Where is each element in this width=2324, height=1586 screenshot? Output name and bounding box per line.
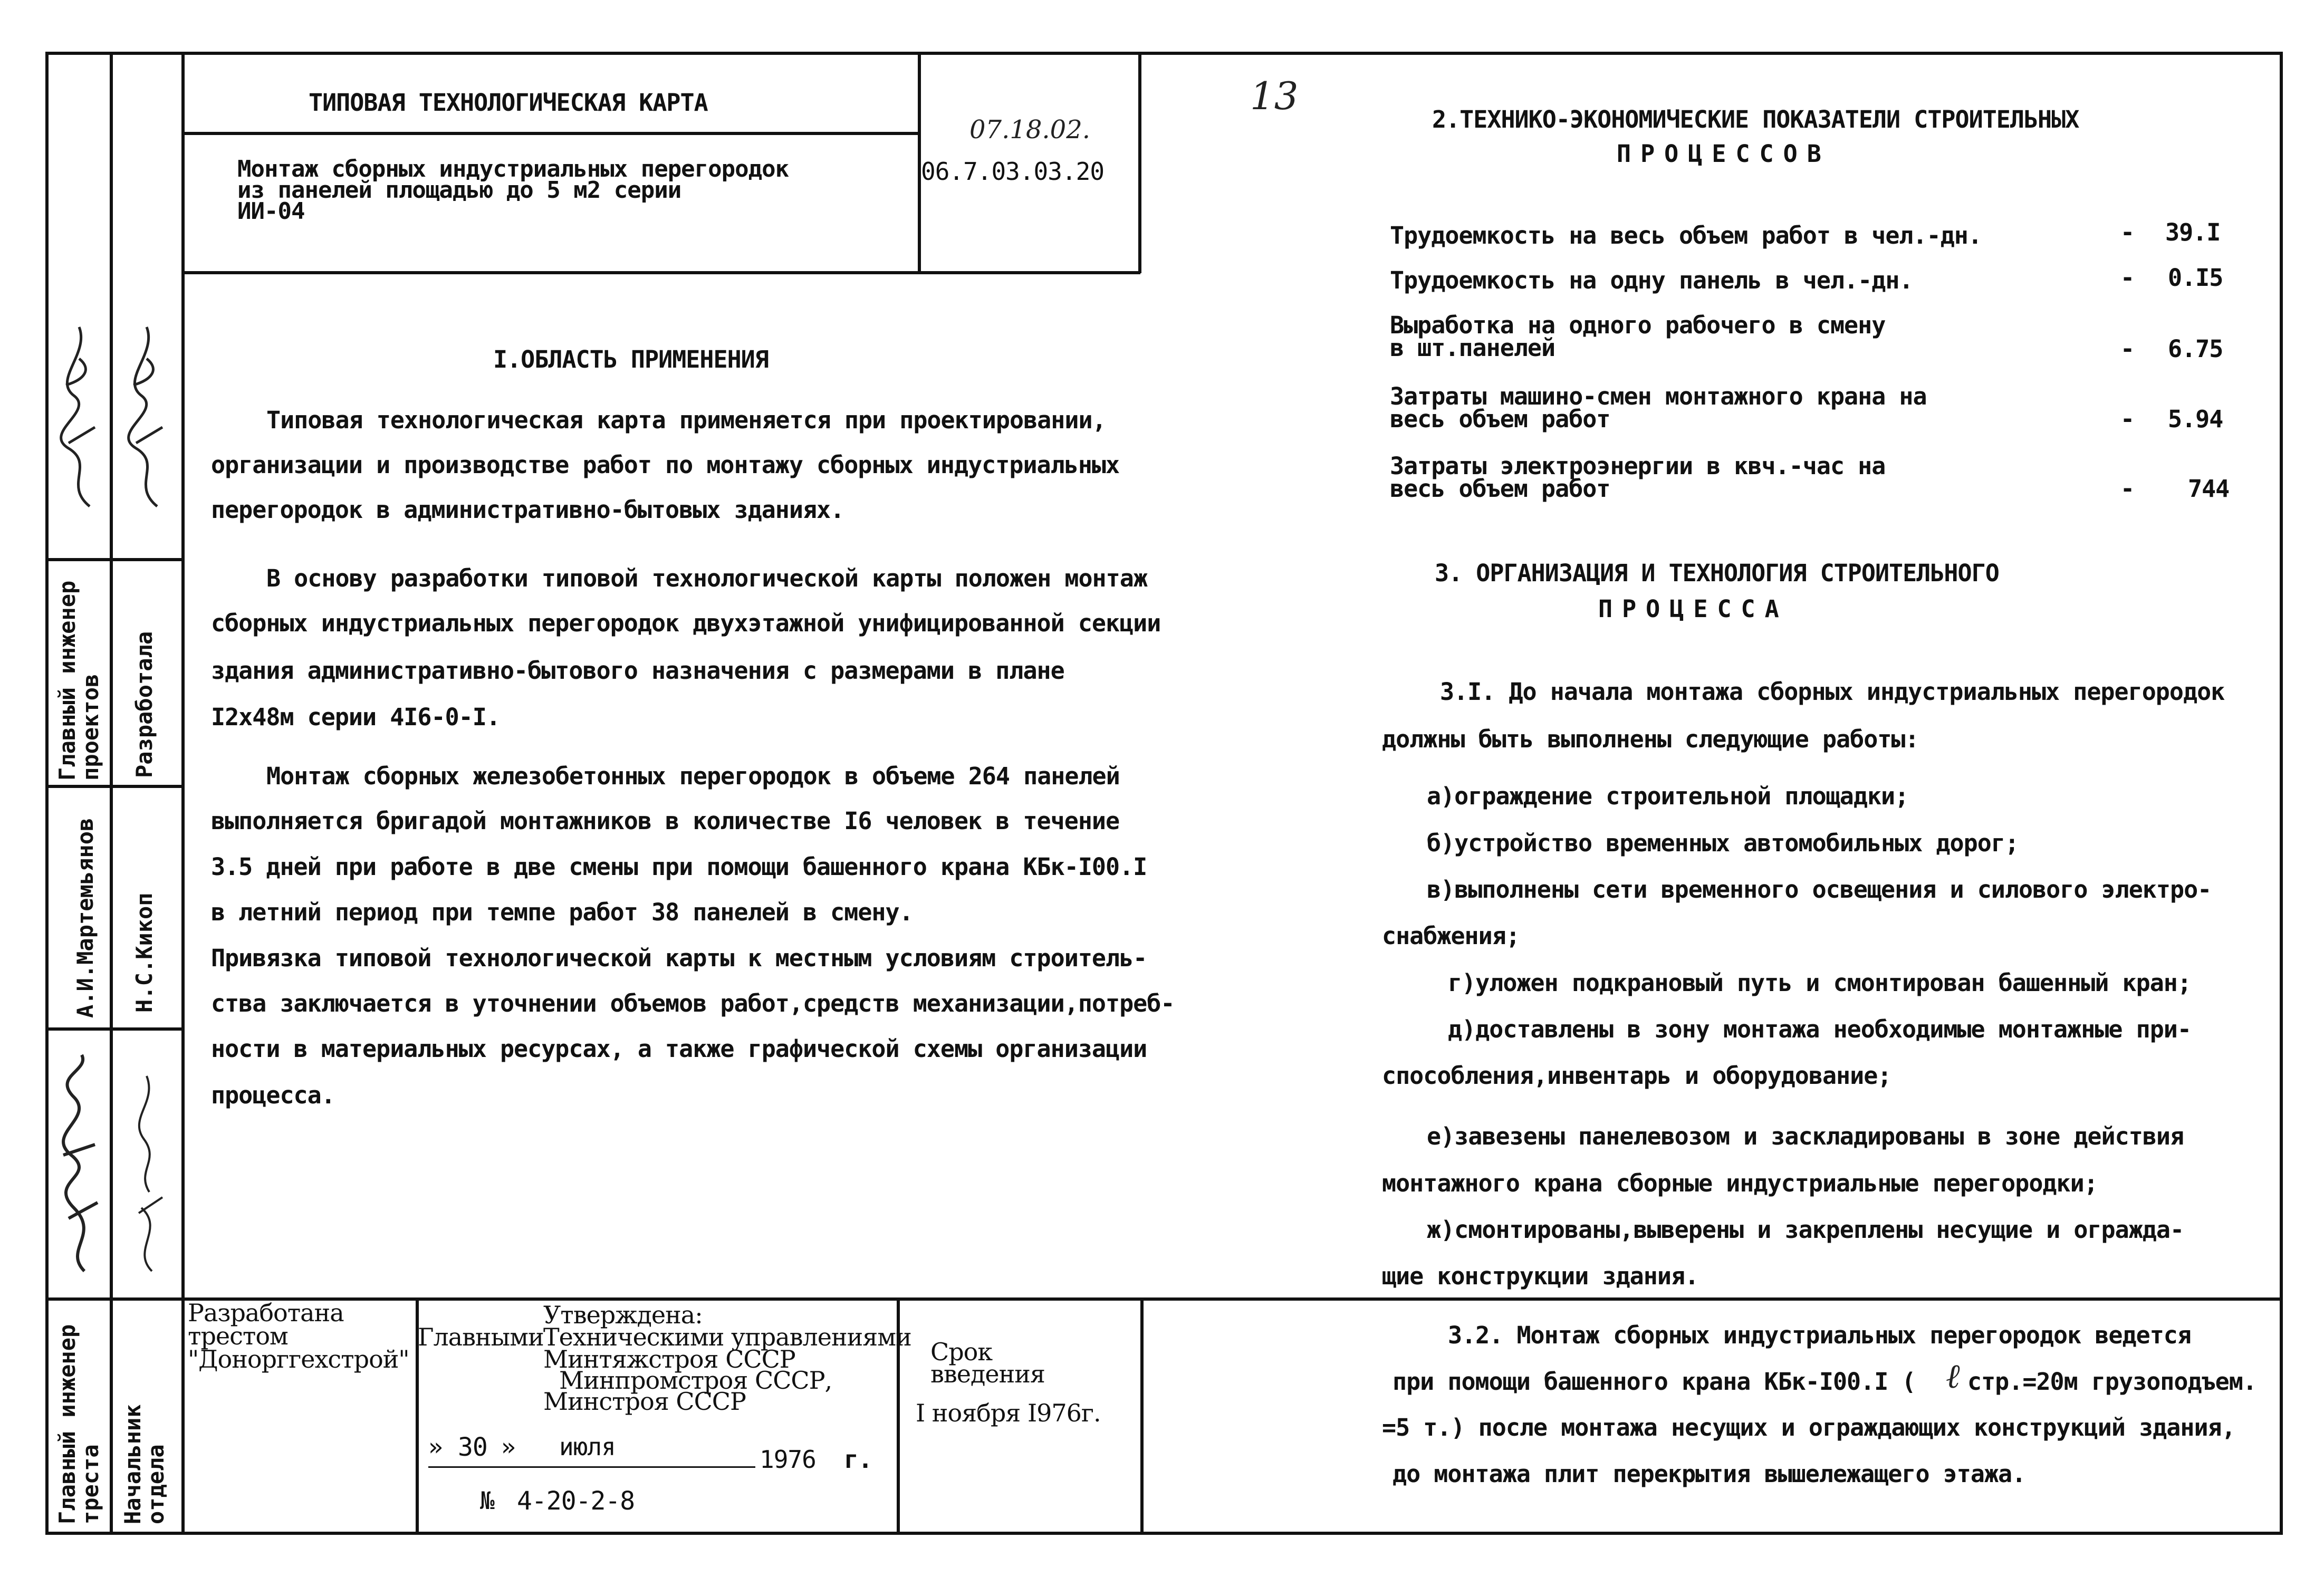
role-chief-engineer-projects: Главный инженер проектов <box>54 580 103 781</box>
stamp-row-line-4 <box>46 1297 2283 1301</box>
footer-approved-by-1: Главными <box>418 1323 544 1351</box>
stamp-row-line-2 <box>46 785 183 788</box>
indicator-4-label-2: весь объем работ <box>1390 405 1610 433</box>
section3-line-9: способления,инвентарь и оборудование; <box>1382 1062 1891 1090</box>
indicator-1-dash: - <box>2120 218 2135 246</box>
section1-line-15: процесса. <box>211 1081 335 1109</box>
footer-approved-label: Утверждена: <box>543 1301 703 1329</box>
frame-right-line <box>2280 52 2283 1535</box>
stamp-row-line-3 <box>46 1027 183 1031</box>
indicator-3-label-1: Выработка на одного рабочего в смену <box>1390 311 1886 339</box>
footer-col-line-3 <box>1140 1297 1144 1534</box>
section1-line-8: Монтаж сборных железобетонных перегородок в объеме 264 панелей <box>266 762 1120 790</box>
section3-line-1: 3.I. До начала монтажа сборных индустриальных перегородок <box>1440 678 2225 706</box>
footer-developed-3: "Донорггехстрой" <box>188 1345 409 1373</box>
indicator-3-dash: - <box>2120 335 2135 363</box>
section3-line-8: д)доставлены в зону монтажа необходимые монтажные при- <box>1448 1015 2191 1043</box>
section3-line-10: е)завезены панелевозом и заскладированы в зоне действия <box>1427 1122 2184 1150</box>
role-department-head: Начальник отдела <box>120 1404 169 1524</box>
role-developed-by: Разработала <box>131 631 157 778</box>
section1-line-13: ства заключается в уточнении объемов работ,средств механизации,потреб- <box>211 989 1175 1017</box>
section3-line-14: 3.2. Монтаж сборных индустриальных перегородок ведется <box>1448 1321 2191 1349</box>
footer-date-close-quote: » <box>501 1433 515 1461</box>
footer-date-day: 30 <box>458 1433 487 1462</box>
title-block-subject-1: Монтаж сборных индустриальных перегородок <box>237 156 789 182</box>
indicator-4-label-1: Затраты машино-смен монтажного крана на <box>1390 382 1927 410</box>
footer-date-underline <box>428 1466 755 1468</box>
title-block-code-handwritten: 07.18.02. <box>969 115 1091 145</box>
indicator-1-label: Трудоемкость на весь объем работ в чел.-дн. <box>1390 222 1982 249</box>
indicator-4-dash: - <box>2120 405 2135 433</box>
footer-intro-date: I ноября I976г. <box>916 1399 1101 1427</box>
footer-intro-label-2: введения <box>930 1360 1045 1388</box>
section1-line-2: организации и производстве работ по монтажу сборных индустриальных <box>211 451 1120 479</box>
section1-line-5: сборных индустриальных перегородок двухэтажной унифицированной секции <box>211 609 1161 637</box>
section1-line-7: I2х48м серии 4I6-0-I. <box>211 703 500 731</box>
name-kikop: Н.С.Кикоп <box>131 892 157 1013</box>
title-block-subject-2: из панелей площадью до 5 м2 серии <box>237 177 681 204</box>
title-block-subject-3: ИИ-04 <box>237 198 305 225</box>
footer-date-open-quote: » <box>428 1433 443 1461</box>
footer-date-year: 1976 <box>760 1445 816 1474</box>
section1-line-4: В основу разработки типовой технологической карты положен монтаж <box>266 564 1147 592</box>
title-block-right <box>1138 52 1141 273</box>
section3-line-5: в)выполнены сети временного освещения и силового электро- <box>1427 876 2212 903</box>
section3-title-line2: ПРОЦЕССА <box>1598 595 1789 623</box>
section1-line-1: Типовая технологическая карта применяется при проектировании, <box>266 406 1106 434</box>
section3-line-7: г)уложен подкрановый путь и смонтирован башенный кран; <box>1448 969 2191 997</box>
section1-line-14: ности в материальных ресурсах, а также графической схемы организации <box>211 1035 1147 1063</box>
signature-upper-2 <box>120 306 173 517</box>
section1-line-10: 3.5 дней при работе в две смены при помощи башенного крана КБк-I00.I <box>211 853 1147 881</box>
indicator-1-value: 39.I <box>2165 218 2221 246</box>
footer-number-label: № <box>480 1486 494 1515</box>
role-chief-engineer-trust: Главный инженер треста <box>54 1324 103 1524</box>
indicator-5-value: 744 <box>2188 475 2230 503</box>
name-martemyanov: А.И.Мартемьянов <box>72 818 98 1018</box>
section3-line-3: а)ограждение строительной площадки; <box>1427 782 1909 810</box>
section3-line-6: снабжения; <box>1382 922 1520 950</box>
section3-line-12: ж)смонтированы,выверены и закреплены несущие и огражда- <box>1427 1216 2184 1244</box>
signature-upper-1 <box>53 306 105 517</box>
section1-line-9: выполняется бригадой монтажников в количестве I6 человек в течение <box>211 807 1120 835</box>
section1-line-6: здания административно-бытового назначения с размерами в плане <box>211 657 1064 685</box>
indicator-5-dash: - <box>2120 475 2135 503</box>
title-block-code: 06.7.03.03.20 <box>921 157 1105 186</box>
footer-approved-by-5: Минстроя СССР <box>543 1387 746 1416</box>
indicator-4-value: 5.94 <box>2168 405 2223 433</box>
indicator-5-label-1: Затраты электроэнергии в квч.-час на <box>1390 452 1886 480</box>
section2-title-line2: ПРОЦЕССОВ <box>1617 140 1831 168</box>
footer-number: 4-20-2-8 <box>517 1486 635 1516</box>
stamp-col-line-1 <box>110 52 113 1535</box>
page-mark: 13 <box>1250 74 1299 118</box>
footer-developed-1: Разработана <box>188 1299 344 1327</box>
section3-line-13: щие конструкции здания. <box>1382 1262 1699 1290</box>
section3-line-11: монтажного крана сборные индустриальные перегородки; <box>1382 1169 2098 1197</box>
title-block-heading: ТИПОВАЯ ТЕХНОЛОГИЧЕСКАЯ КАРТА <box>309 89 708 117</box>
footer-intro-label-1: Срок <box>930 1338 993 1366</box>
section1-line-11: в летний период при темпе работ 38 панелей в смену. <box>211 898 913 926</box>
stamp-row-line-1 <box>46 558 183 561</box>
signature-middle-2 <box>120 1055 173 1276</box>
footer-date-suffix: г. <box>844 1445 872 1474</box>
title-block-bottom-line <box>183 271 1140 274</box>
frame-bottom-line <box>46 1532 2283 1535</box>
section3-line-15a: при помощи башенного крана КБк-I00.I ( <box>1393 1368 1916 1396</box>
indicator-2-label: Трудоемкость на одну панель в чел.-дн. <box>1390 266 1913 294</box>
section1-line-3: перегородок в административно-бытовых зданиях. <box>211 496 844 524</box>
section2-title-line1: 2.ТЕХНИКО-ЭКОНОМИЧЕСКИЕ ПОКАЗАТЕЛИ СТРОИТЕЛЬНЫХ <box>1432 105 2079 133</box>
frame-top-line <box>46 52 2283 55</box>
section1-line-12: Привязка типовой технологической карты к местным условиям строитель- <box>211 944 1147 972</box>
footer-approved-by-2: Техническими управлениями <box>543 1323 911 1351</box>
script-l-symbol: ℓ <box>1946 1357 1961 1396</box>
footer-approved-by-3: Минтяжстроя СССР <box>543 1345 795 1373</box>
indicator-3-value: 6.75 <box>2168 335 2223 363</box>
section1-title: I.ОБЛАСТЬ ПРИМЕНЕНИЯ <box>493 345 769 373</box>
section3-line-2: должны быть выполнены следующие работы: <box>1382 725 1919 753</box>
signature-middle-1 <box>53 1050 105 1276</box>
section3-line-16: =5 т.) после монтажа несущих и ограждающих конструкций здания, <box>1382 1414 2235 1441</box>
section3-line-17: до монтажа плит перекрытия вышележащего этажа. <box>1393 1460 2026 1488</box>
frame-left-line <box>45 52 49 1535</box>
section3-title-line1: 3. ОРГАНИЗАЦИЯ И ТЕХНОЛОГИЯ СТРОИТЕЛЬНОГО <box>1435 559 1999 587</box>
footer-approved-by-4: Минпромстроя СССР, <box>559 1366 832 1395</box>
section3-line-4: б)устройство временных автомобильных дорог; <box>1427 829 2019 857</box>
footer-date-month: июля <box>559 1433 616 1461</box>
indicator-5-label-2: весь объем работ <box>1390 475 1610 503</box>
footer-developed-2: трестом <box>188 1322 288 1350</box>
indicator-2-dash: - <box>2120 264 2135 292</box>
section3-line-15b: стр.=20м грузоподъем. <box>1967 1368 2256 1396</box>
indicator-2-value: 0.I5 <box>2168 264 2223 292</box>
title-block-mid-line <box>183 132 918 135</box>
indicator-3-label-2: в шт.панелей <box>1390 334 1555 362</box>
